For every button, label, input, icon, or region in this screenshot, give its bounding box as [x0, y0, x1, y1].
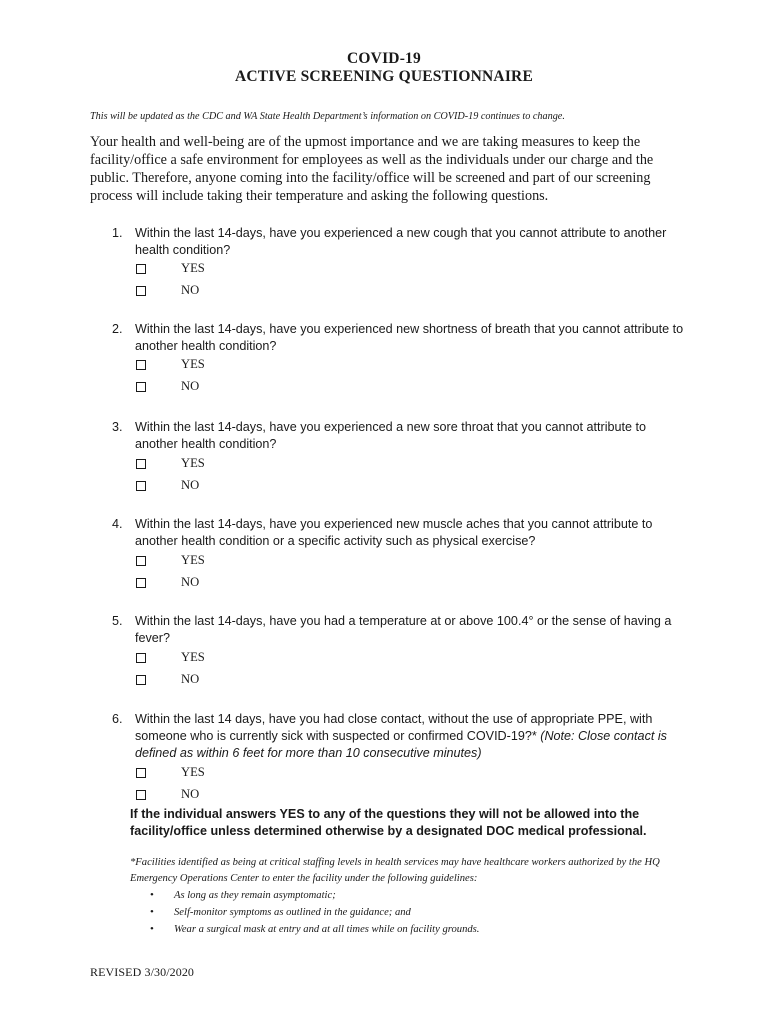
- intro-paragraph: Your health and well-being are of the upmost importance and we are taking measures to keep the facility/office a safe environment for employees as well as the individuals under our charge and the public. Therefore, anyone coming into the facility/office will be screened and part of our screening process will include taking their temperature and asking the following questions.: [90, 134, 654, 204]
- question-1-yes-option: [136, 260, 205, 278]
- question-text: Within the last 14-days, have you experienced a new cough that you cannot attribute to another health condition?: [135, 226, 667, 257]
- guidelines-list: [150, 887, 479, 938]
- staffing-footnote: *Facilities identified as being at critical staffing levels in health services may have healthcare workers authorized by the HQ Emergency Operations Center to enter the facility under the following guidelines:: [130, 857, 660, 884]
- question-number: 4.: [112, 517, 123, 531]
- question-number: 1.: [112, 226, 123, 240]
- question-1-yes-checkbox[interactable]: [136, 264, 146, 274]
- yes-label: YES: [181, 553, 205, 567]
- update-notice: This will be updated as the CDC and WA State Health Department’s information on COVID-19 continues to change.: [90, 111, 565, 122]
- yes-label: YES: [181, 650, 205, 664]
- no-label: NO: [181, 672, 200, 686]
- no-label: NO: [181, 283, 200, 297]
- question-text: Within the last 14-days, have you had a temperature at or above 100.4° or the sense of having a fever?: [135, 614, 672, 645]
- question-6-yes-option: [136, 764, 205, 782]
- question-number: 6.: [112, 712, 123, 726]
- question-3-no-option: [136, 477, 200, 495]
- guideline-item: • Self-monitor symptoms as outlined in the guidance; and: [150, 904, 479, 921]
- question-text: Within the last 14-days, have you experienced new muscle aches that you cannot attribute to another health condition or a specific activity such as physical exercise?: [135, 517, 653, 548]
- question-4-no-option: [136, 574, 200, 592]
- question-text: Within the last 14-days, have you experienced a new sore throat that you cannot attribute to another health condition?: [135, 420, 647, 451]
- question-2-no-option: [136, 378, 200, 396]
- question-5-yes-option: [136, 649, 205, 667]
- bullet-icon: •: [150, 923, 154, 935]
- question-2-yes-option: [136, 356, 205, 374]
- question-5-no-option: [136, 671, 200, 689]
- question-2-yes-checkbox[interactable]: [136, 360, 146, 370]
- question-2-no-checkbox[interactable]: [136, 382, 146, 392]
- question-6-no-checkbox[interactable]: [136, 790, 146, 800]
- question-6-yes-checkbox[interactable]: [136, 768, 146, 778]
- question-3-no-checkbox[interactable]: [136, 481, 146, 491]
- question-4-yes-option: [136, 552, 205, 570]
- yes-label: YES: [181, 765, 205, 779]
- question-text: Within the last 14 days, have you had close contact, without the use of appropriate PPE, with someone who is currently sick with suspected or confirmed COVID-19?* (Note: Close contact is defined as within 6 feet for more than 10 consecutive minutes): [135, 712, 667, 760]
- question-4-no-checkbox[interactable]: [136, 578, 146, 588]
- no-label: NO: [181, 478, 200, 492]
- bullet-icon: •: [150, 889, 154, 901]
- question-3-yes-option: [136, 455, 205, 473]
- yes-label: YES: [181, 456, 205, 470]
- question-3-yes-checkbox[interactable]: [136, 459, 146, 469]
- no-label: NO: [181, 379, 200, 393]
- question-1-no-option: [136, 282, 200, 300]
- guideline-item: • As long as they remain asymptomatic;: [150, 887, 479, 904]
- question-5-no-checkbox[interactable]: [136, 675, 146, 685]
- guideline-item: • Wear a surgical mask at entry and at all times while on facility grounds.: [150, 921, 479, 938]
- question-5-yes-checkbox[interactable]: [136, 653, 146, 663]
- yes-label: YES: [181, 261, 205, 275]
- bullet-icon: •: [150, 906, 154, 918]
- question-1-no-checkbox[interactable]: [136, 286, 146, 296]
- document-title: COVID-19: [347, 50, 421, 67]
- question-4-yes-checkbox[interactable]: [136, 556, 146, 566]
- yes-label: YES: [181, 357, 205, 371]
- question-text: Within the last 14-days, have you experienced new shortness of breath that you cannot attribute to another health condition?: [135, 322, 684, 353]
- question-6-no-option: [136, 786, 200, 804]
- question-number: 2.: [112, 322, 123, 336]
- no-label: NO: [181, 787, 200, 801]
- entry-warning: If the individual answers YES to any of the questions they will not be allowed into the facility/office unless determined otherwise by a designated DOC medical professional.: [130, 807, 647, 838]
- revision-date: REVISED 3/30/2020: [90, 965, 195, 979]
- document-subtitle: ACTIVE SCREENING QUESTIONNAIRE: [235, 68, 533, 85]
- no-label: NO: [181, 575, 200, 589]
- question-number: 5.: [112, 614, 123, 628]
- question-number: 3.: [112, 420, 123, 434]
- question-note: (Note: Close contact is defined as within 6 feet for more than 10 consecutive minutes): [135, 729, 667, 760]
